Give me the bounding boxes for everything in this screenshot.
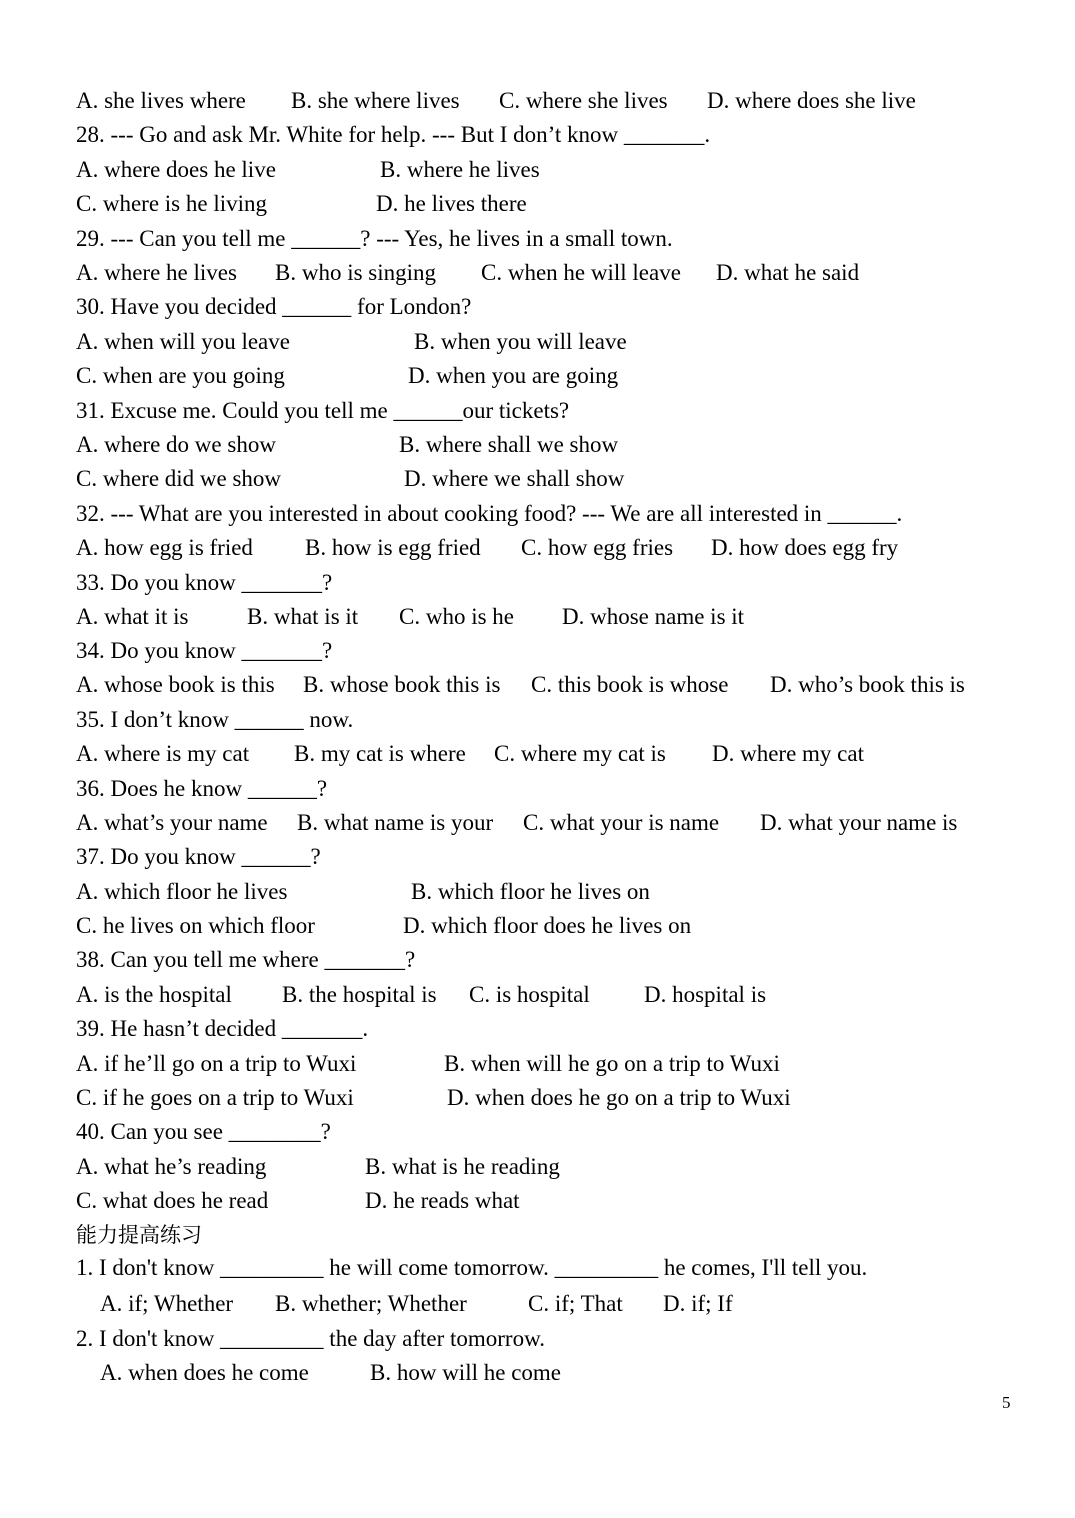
options-line-29 [76, 256, 860, 290]
options-line-32 [76, 531, 899, 565]
option: D. he lives there [376, 191, 527, 216]
option: C. if he goes on a trip to Wuxi [76, 1085, 354, 1110]
options-line-1 [100, 1287, 733, 1321]
option: A. which floor he lives [76, 879, 288, 904]
option: B. she where lives [291, 88, 460, 113]
question-34: 34. Do you know _______? [76, 638, 333, 663]
option: C. who is he [399, 604, 514, 629]
section-heading: 能力提高练习 [76, 1223, 202, 1247]
options-line-40b [76, 1184, 520, 1218]
option: C. where she lives [499, 88, 668, 113]
question-40: 40. Can you see ________? [76, 1119, 331, 1144]
option: B. whether; Whether [275, 1291, 467, 1316]
question-37: 37. Do you know ______? [76, 844, 321, 869]
question-1: 1. I don't know _________ he will come tomorrow. _________ he comes, I'll tell you. [76, 1255, 868, 1280]
question-39: 39. He hasn’t decided _______. [76, 1016, 369, 1041]
option: D. who’s book this is [770, 672, 965, 697]
option: A. if; Whether [100, 1291, 234, 1316]
option: B. my cat is where [294, 741, 466, 766]
option: D. if; If [663, 1291, 733, 1316]
option: B. who is singing [275, 260, 437, 285]
options-line-31a [76, 428, 619, 462]
option: A. what it is [76, 604, 189, 629]
question-29: 29. --- Can you tell me ______? --- Yes, he lives in a small town. [76, 226, 673, 251]
option: B. whose book this is [303, 672, 501, 697]
option: A. where does he live [76, 157, 276, 182]
options-line-28b [76, 187, 527, 221]
option: B. how will he come [370, 1360, 561, 1385]
option: D. where my cat [712, 741, 864, 766]
option: B. when you will leave [414, 329, 627, 354]
option: D. what your name is [760, 810, 958, 835]
options-line-31b [76, 462, 625, 496]
options-line-28a [76, 153, 540, 187]
options-line-30a [76, 325, 627, 359]
option: A. where he lives [76, 260, 237, 285]
option: D. which floor does he lives on [403, 913, 692, 938]
option: B. what is he reading [365, 1154, 560, 1179]
option: A. is the hospital [76, 982, 232, 1007]
option: A. what’s your name [76, 810, 268, 835]
option: C. where is he living [76, 191, 267, 216]
option: B. the hospital is [282, 982, 437, 1007]
option: D. when does he go on a trip to Wuxi [447, 1085, 791, 1110]
option: D. where does she live [707, 88, 916, 113]
options-line-40a [76, 1150, 560, 1184]
question-31: 31. Excuse me. Could you tell me ______our tickets? [76, 398, 570, 423]
question-28: 28. --- Go and ask Mr. White for help. --- But I don’t know _______. [76, 122, 711, 147]
option: B. what name is your [297, 810, 494, 835]
option: C. is hospital [469, 982, 590, 1007]
option: B. how is egg fried [305, 535, 481, 560]
option: D. he reads what [365, 1188, 520, 1213]
option: A. she lives where [76, 88, 246, 113]
options-line-2 [100, 1356, 561, 1390]
option: C. what does he read [76, 1188, 269, 1213]
option: D. hospital is [644, 982, 767, 1007]
option: C. he lives on which floor [76, 913, 315, 938]
option: A. what he’s reading [76, 1154, 267, 1179]
options-line-33 [76, 600, 745, 634]
options-line-35 [76, 737, 864, 771]
option: C. this book is whose [531, 672, 729, 697]
options-line-36 [76, 806, 958, 840]
page-number: 5 [1002, 1393, 1011, 1412]
option: D. what he said [716, 260, 860, 285]
option: A. if he’ll go on a trip to Wuxi [76, 1051, 357, 1076]
options-line-34 [76, 668, 965, 702]
option: C. when are you going [76, 363, 285, 388]
option: B. when will he go on a trip to Wuxi [444, 1051, 780, 1076]
option: C. where my cat is [494, 741, 666, 766]
option: D. whose name is it [562, 604, 745, 629]
question-30: 30. Have you decided ______ for London? [76, 294, 472, 319]
options-line-37a [76, 875, 650, 909]
question-2: 2. I don't know _________ the day after tomorrow. [76, 1326, 545, 1351]
option: B. which floor he lives on [411, 879, 650, 904]
question-32: 32. --- What are you interested in about cooking food? --- We are all interested in ______. [76, 501, 903, 526]
option: A. how egg is fried [76, 535, 253, 560]
question-36: 36. Does he know ______? [76, 776, 328, 801]
options-line-39b [76, 1081, 791, 1115]
option: C. how egg fries [521, 535, 674, 560]
options-line-27 [76, 84, 916, 118]
option: A. where do we show [76, 432, 276, 457]
option: C. when he will leave [481, 260, 681, 285]
options-line-38 [76, 978, 767, 1012]
option: D. where we shall show [404, 466, 625, 491]
option: A. where is my cat [76, 741, 250, 766]
options-line-39a [76, 1047, 780, 1081]
question-38: 38. Can you tell me where _______? [76, 947, 416, 972]
question-35: 35. I don’t know ______ now. [76, 707, 354, 732]
option: C. where did we show [76, 466, 282, 491]
option: A. when will you leave [76, 329, 290, 354]
options-line-37b [76, 909, 692, 943]
option: C. if; That [528, 1291, 623, 1316]
option: B. where shall we show [399, 432, 619, 457]
option: B. where he lives [380, 157, 540, 182]
option: A. when does he come [100, 1360, 309, 1385]
option: A. whose book is this [76, 672, 275, 697]
option: B. what is it [247, 604, 359, 629]
options-line-30b [76, 359, 619, 393]
question-33: 33. Do you know _______? [76, 570, 333, 595]
option: D. when you are going [408, 363, 619, 388]
option: D. how does egg fry [711, 535, 899, 560]
option: C. what your is name [523, 810, 720, 835]
